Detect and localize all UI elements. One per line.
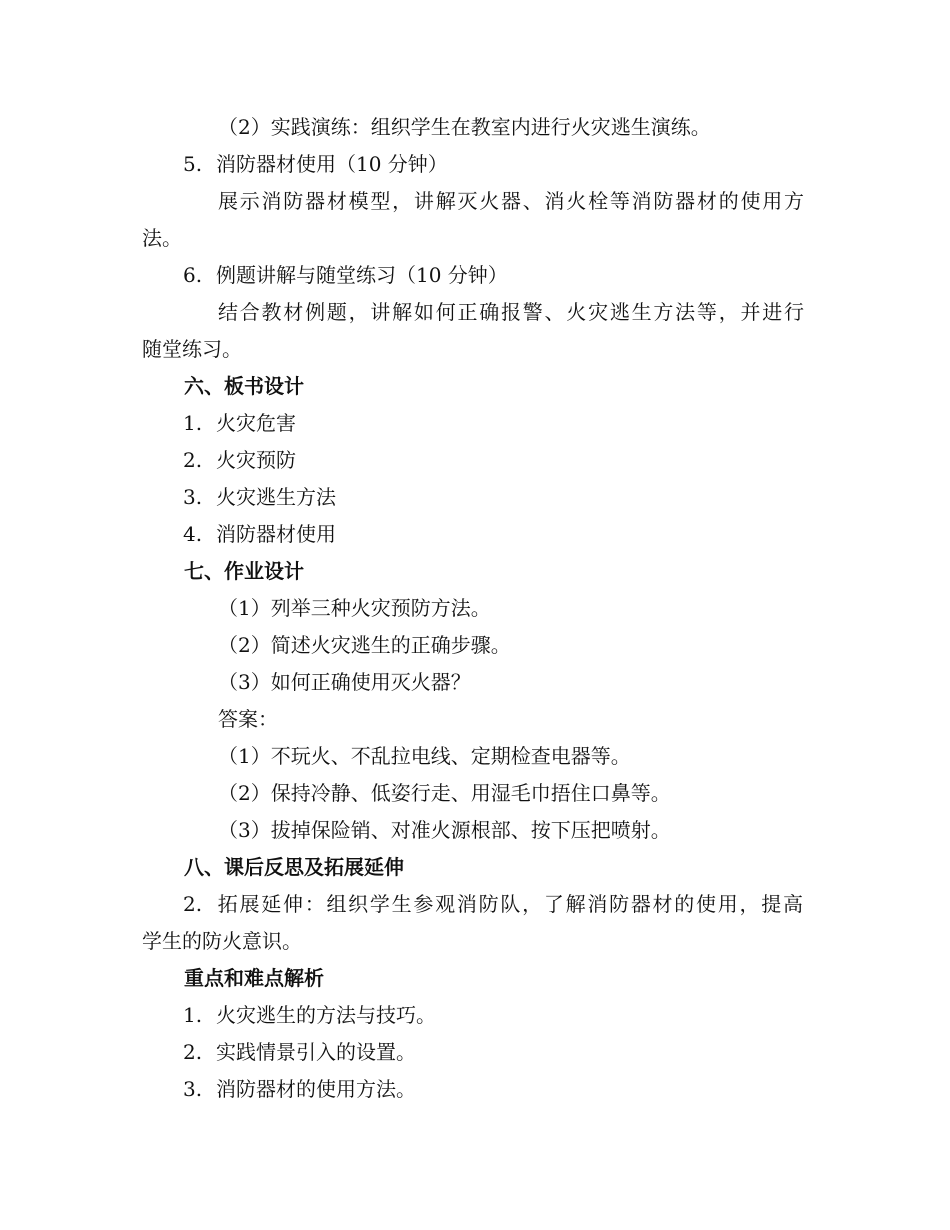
section-6-body-line1: 结合教材例题，讲解如何正确报警、火灾逃生方法等，并进行 <box>218 300 804 324</box>
heading-reflection-extension: 八、课后反思及拓展延伸 <box>184 855 404 879</box>
board-item-1-number: 1. <box>183 411 203 435</box>
key-point-2-number: 2. <box>183 1040 203 1064</box>
key-point-2-text: 实践情景引入的设置。 <box>216 1040 416 1064</box>
answer-2: （2）保持冷静、低姿行走、用湿毛巾捂住口鼻等。 <box>218 781 671 805</box>
heading-homework-design: 七、作业设计 <box>184 559 304 583</box>
board-item-2-number: 2. <box>183 448 203 472</box>
section-5-body-line2: 法。 <box>142 226 182 250</box>
homework-question-2: （2）简述火灾逃生的正确步骤。 <box>218 633 511 657</box>
extension-number: 2. <box>183 892 203 916</box>
practice-drill-line: （2）实践演练：组织学生在教室内进行火灾逃生演练。 <box>218 115 711 139</box>
board-item-2-text: 火灾预防 <box>216 448 296 472</box>
key-point-3-number: 3. <box>183 1077 203 1101</box>
extension-line1 <box>183 890 803 918</box>
answer-1: （1）不玩火、不乱拉电线、定期检查电器等。 <box>218 744 631 768</box>
homework-question-3: （3）如何正确使用灭火器？ <box>218 670 471 694</box>
key-point-3 <box>183 1075 416 1103</box>
board-item-1-text: 火灾危害 <box>216 411 296 435</box>
section-5-heading <box>183 150 448 178</box>
board-item-4-number: 4. <box>183 522 203 546</box>
board-item-3 <box>183 483 336 511</box>
section-5-body-line1: 展示消防器材模型，讲解灭火器、消火栓等消防器材的使用方 <box>218 189 804 213</box>
board-item-3-number: 3. <box>183 485 203 509</box>
section-6-body-line2: 随堂练习。 <box>142 337 242 361</box>
key-point-2 <box>183 1038 416 1066</box>
extension-line2: 学生的防火意识。 <box>142 929 302 953</box>
board-item-4 <box>183 520 336 548</box>
section-6-number: 6. <box>183 263 203 287</box>
section-6-heading <box>183 261 508 289</box>
homework-question-1: （1）列举三种火灾预防方法。 <box>218 596 491 620</box>
section-5-title: 消防器材使用（10 分钟） <box>216 152 448 176</box>
answer-3: （3）拔掉保险销、对准火源根部、按下压把喷射。 <box>218 818 671 842</box>
section-5-number: 5. <box>183 152 203 176</box>
extension-text-line1: 拓展延伸：组织学生参观消防队，了解消防器材的使用，提高 <box>216 892 803 916</box>
heading-key-difficult-points: 重点和难点解析 <box>184 966 324 990</box>
section-6-title: 例题讲解与随堂练习（10 分钟） <box>216 263 508 287</box>
board-item-3-text: 火灾逃生方法 <box>216 485 336 509</box>
board-item-1 <box>183 409 296 437</box>
key-point-3-text: 消防器材的使用方法。 <box>216 1077 416 1101</box>
board-item-2 <box>183 446 296 474</box>
key-point-1 <box>183 1001 436 1029</box>
key-point-1-text: 火灾逃生的方法与技巧。 <box>216 1003 436 1027</box>
board-item-4-text: 消防器材使用 <box>216 522 336 546</box>
answer-label: 答案： <box>218 707 278 731</box>
heading-board-design: 六、板书设计 <box>184 374 304 398</box>
key-point-1-number: 1. <box>183 1003 203 1027</box>
